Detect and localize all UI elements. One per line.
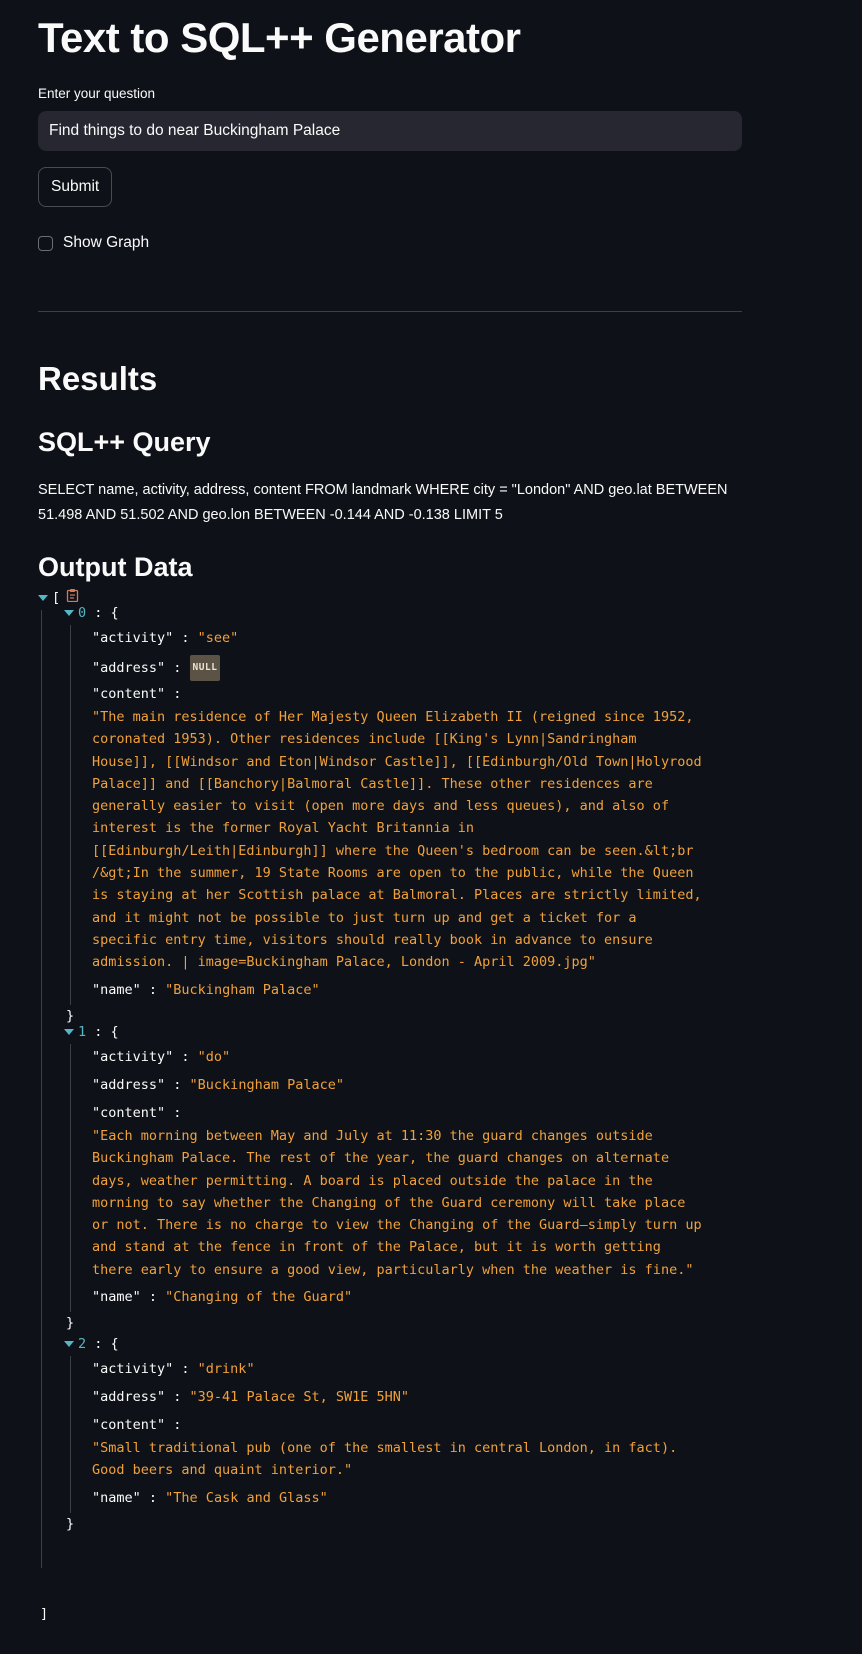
- json-string-value: "do": [197, 1049, 231, 1065]
- json-field-content: [92, 1414, 181, 1436]
- json-root-close: [40, 1603, 48, 1625]
- collapse-caret-icon[interactable]: [38, 595, 48, 601]
- json-content-value: "Each morning between May and July at 11:30 the guard changes outside Buckingham Palace. The rest of the year, the guard changes on alternate days, weather permitting. A board is placed outside the palace in the morning to say whether the Changing of the Guard ceremony will take place or not. There is no charge to view the Changing of the Guard—simply turn up and stand at the fence in front of the Palace, but it is worth getting there early to ensure a good view, particularly when the weather is fine.": [92, 1128, 702, 1278]
- json-colon: :: [140, 1289, 166, 1306]
- json-item-index: 0: [78, 605, 87, 621]
- json-content-value: "Small traditional pub (one of the smallest in central London, in fact). Good beers and quaint interior.": [92, 1440, 678, 1479]
- json-field-name: [92, 1286, 352, 1308]
- json-key: "address": [92, 1077, 166, 1093]
- json-item-index: 2: [78, 1336, 87, 1352]
- json-item-close: [66, 1513, 74, 1535]
- json-field-activity: [92, 627, 238, 649]
- json-key: "content": [92, 686, 166, 702]
- json-item-header: [64, 1021, 119, 1043]
- json-string-value: "The Cask and Glass": [165, 1489, 328, 1506]
- json-key: "name": [92, 1289, 141, 1306]
- json-item-header: [64, 1333, 119, 1355]
- json-string-value: "39-41 Palace St, SW1E 5HN": [189, 1389, 409, 1405]
- json-item-guide: [70, 625, 71, 1005]
- submit-button[interactable]: Submit: [38, 167, 112, 207]
- json-key: "address": [92, 1389, 166, 1405]
- json-item-guide: [70, 1356, 71, 1513]
- json-string-value: "Buckingham Palace": [189, 1077, 344, 1093]
- collapse-caret-icon[interactable]: [64, 1029, 74, 1035]
- divider: [38, 311, 742, 312]
- show-graph-label: Show Graph: [63, 234, 150, 251]
- checkbox-box[interactable]: [38, 236, 53, 251]
- json-colon: :: [140, 1489, 166, 1506]
- json-key: "content": [92, 1417, 166, 1433]
- json-key: "address": [92, 660, 166, 676]
- json-field-content: [92, 683, 181, 705]
- json-field-content: [92, 1102, 181, 1124]
- json-colon: :: [140, 981, 166, 998]
- json-key: "content": [92, 1105, 166, 1121]
- sql-query-heading: SQL++ Query: [38, 427, 211, 457]
- json-field-name: [92, 1487, 328, 1509]
- json-key: "activity": [92, 1361, 174, 1377]
- json-colon: :: [165, 1389, 190, 1405]
- sql-query-text: SELECT name, activity, address, content FROM landmark WHERE city = "London" AND geo.lat BETWEEN 51.498 AND 51.502 AND geo.lon BETWEEN -0.144 AND -0.138 LIMIT 5: [38, 482, 728, 523]
- question-input[interactable]: [38, 111, 742, 151]
- close-brace: }: [66, 1315, 75, 1332]
- json-field-name: [92, 979, 320, 1001]
- json-item-close: [66, 1312, 74, 1334]
- json-colon: :: [173, 630, 198, 646]
- json-colon: :: [173, 1049, 198, 1065]
- collapse-caret-icon[interactable]: [64, 610, 74, 616]
- json-field-address: [92, 1386, 409, 1408]
- json-colon: : {: [86, 605, 119, 621]
- json-root-guide: [41, 610, 42, 1568]
- json-key: "activity": [92, 1049, 174, 1065]
- collapse-caret-icon[interactable]: [64, 1341, 74, 1347]
- json-key: "activity": [92, 630, 174, 646]
- open-bracket: [: [52, 590, 61, 606]
- json-item-guide: [70, 1044, 71, 1312]
- json-string-value: "drink": [197, 1361, 255, 1377]
- json-field-activity: [92, 1046, 230, 1068]
- output-data-heading: Output Data: [38, 552, 193, 582]
- json-key: "name": [92, 981, 141, 998]
- json-field-address: [92, 655, 220, 681]
- null-badge: NULL: [190, 655, 221, 681]
- close-bracket: ]: [40, 1606, 49, 1622]
- json-string-value: "Buckingham Palace": [165, 981, 320, 998]
- json-field-address: [92, 1074, 344, 1096]
- json-content-value: "The main residence of Her Majesty Queen Elizabeth II (reigned since 1952, coronated 1953). Other residences include [[King's Lynn|Sandringham House]], [[Windsor and Eton|Windsor Castle]], [[Edinburgh/Old Town|Holyrood Palace]] and [[Banchory|Balmoral Castle]]. These other residences are generally easier to visit (open more days and less queues), and also of interest is the former Royal Yacht Britannia in [[Edinburgh/Leith|Edinburgh]] where the Queen's bedroom can be seen.&lt;br /&gt;In the summer, 19 State Rooms are open to the public, while the Queen is staying at her Scottish palace at Balmoral. Places are strictly limited, and it might not be possible to just turn up and get a ticket for a specific entry time, visitors should really book in advance to ensure admission. | image=Buckingham Palace, London - April 2009.jpg": [92, 709, 702, 971]
- json-colon: :: [165, 660, 190, 676]
- json-key: "name": [92, 1489, 141, 1506]
- close-brace: }: [66, 1007, 75, 1024]
- json-string-value: "Changing of the Guard": [165, 1289, 353, 1306]
- json-item-header: [64, 602, 119, 624]
- json-item-index: 1: [78, 1024, 87, 1040]
- json-colon: :: [165, 686, 182, 702]
- json-field-activity: [92, 1358, 255, 1380]
- close-brace: }: [66, 1515, 75, 1532]
- show-graph-checkbox[interactable]: [38, 234, 149, 252]
- json-colon: : {: [86, 1336, 119, 1352]
- question-label: Enter your question: [38, 86, 156, 101]
- json-colon: :: [165, 1105, 182, 1121]
- results-heading: Results: [38, 360, 158, 397]
- page-title: Text to SQL++ Generator: [38, 14, 521, 61]
- json-string-value: "see": [197, 630, 239, 646]
- json-colon: : {: [86, 1024, 119, 1040]
- json-colon: :: [165, 1077, 190, 1093]
- json-colon: :: [173, 1361, 198, 1377]
- json-colon: :: [165, 1417, 182, 1433]
